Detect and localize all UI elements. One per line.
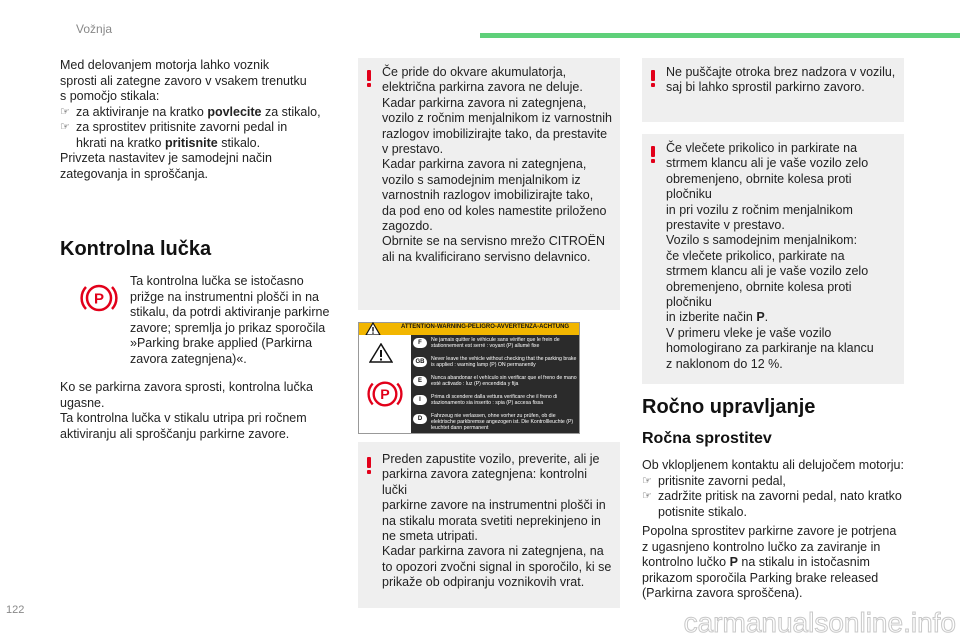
- text: pritisnite zavorni pedal,: [658, 473, 786, 488]
- warning-icon: [366, 70, 372, 87]
- manual-release-text: [642, 458, 912, 520]
- list-item: [60, 105, 350, 121]
- sticker-text: Prima di scendere dalla vettura verificare che il freno di stazionamento sia inserito : spia (P) accesa fissa: [431, 394, 558, 406]
- text-line: Privzeta nastavitev je samodejni način: [60, 151, 272, 165]
- list-item: [642, 474, 912, 490]
- sticker-row: [411, 337, 577, 356]
- sticker-text: Fahrzeug nie verlassen, ohne vorher zu prüfen, ob die elektrische parkbremse angezogen ist. Die Kontrollleuchte (P) leuchtet dann permanent: [431, 413, 574, 431]
- warning-triangle-icon: [369, 343, 393, 363]
- text-line: prižge na instrumentni plošči in na: [130, 289, 319, 304]
- bullet-icon: ☞: [642, 474, 652, 487]
- text-line: z ugasnjeno kontrolno lučko za zaviranje in: [642, 539, 881, 554]
- bold-text: P: [729, 555, 738, 569]
- list-item: [642, 489, 912, 520]
- sticker-text: Nunca abandonar el vehículo sin verificar que el freno de mano esté activado : luz (P) encendida y fija: [431, 375, 577, 387]
- release-description: [60, 380, 350, 442]
- text-line: Ko se parkirna zavora sprosti, kontrolna lučka: [60, 380, 313, 394]
- text-line: [666, 310, 896, 325]
- text-line: Če vlečete prikolico in parkirate na: [666, 141, 858, 155]
- parking-brake-icon: [78, 280, 120, 316]
- warning-icon: [650, 146, 656, 163]
- svg-text:carmanualsonline.info: carmanualsonline.info: [683, 607, 956, 638]
- language-badge: E: [413, 376, 427, 386]
- bullet-icon: ☞: [60, 121, 70, 133]
- text-line: saj bi lahko sprostil parkirno zavoro.: [666, 80, 865, 95]
- language-badge: F: [413, 338, 427, 348]
- text-line: prestavite v prestavo.: [666, 218, 785, 233]
- text: in izberite način: [666, 310, 757, 325]
- warning-box-leave-vehicle: [358, 442, 620, 608]
- text-line: prikazom sporočila Parking brake released: [642, 570, 879, 585]
- text-line: vozilo z ročnim menjalnikom iz varnostnih: [382, 111, 612, 126]
- text-line: v prestavo.: [382, 142, 444, 157]
- warning-icon: [650, 70, 656, 87]
- text-line: z naklonom do 12 %.: [666, 356, 783, 371]
- text: za sprostitev pritisnite zavorni pedal in: [76, 120, 288, 134]
- text-line: obremenjeno, obrnite kolesa proti pločniku: [666, 171, 852, 202]
- text-line: strmem klancu ali je vaše vozilo zelo: [666, 156, 869, 171]
- lamp-description: [130, 274, 350, 367]
- text-line: ne smeta utripati.: [382, 529, 478, 544]
- text: za aktiviranje na kratko: [76, 104, 208, 119]
- text-line: to opozori zvočni signal in sporočilo, ki se: [382, 559, 612, 574]
- text-line: varnostnih razlogov imobilizirajte tako,: [382, 188, 594, 203]
- heading-kontrolna-lucka: Kontrolna lučka: [60, 238, 212, 260]
- text: potisnite stikalo.: [658, 504, 747, 519]
- warning-box-battery: [358, 58, 620, 310]
- page-number: 122: [6, 604, 25, 616]
- svg-text:P: P: [380, 387, 390, 404]
- text-line: strmem klancu ali je vaše vozilo zelo: [666, 264, 869, 279]
- svg-text:P: P: [93, 290, 105, 308]
- text: stikalo.: [217, 135, 261, 150]
- bold-text: pritisnite: [164, 135, 218, 150]
- sticker-text: Ne jamais quitter le véhicule sans vérifier que le frein de stationnement est serré : voyant (P) allumé fixe: [431, 337, 560, 349]
- text-line: aktiviranju ali sproščanju parkirne zavore.: [60, 426, 290, 441]
- subheading-rocna-sprostitev: Ročna sprostitev: [642, 430, 772, 447]
- text: na stikalu in istočasnim: [737, 555, 870, 569]
- text-line: Ta kontrolna lučka se istočasno: [130, 274, 304, 288]
- text-line: zavore; spremlja jo prikaz sporočila: [130, 320, 326, 335]
- language-badge: D: [413, 414, 427, 424]
- sticker-title: ATTENTION-WARNING-PELIGRO-AVVERTENZA-ACHTUNG: [401, 324, 570, 330]
- text-line: sprosti ali zategne zavoro v vsakem trenutku: [60, 73, 307, 88]
- text: za stikalo,: [261, 104, 321, 119]
- text-line: s pomočjo stikala:: [60, 89, 160, 103]
- text-line: vozilo s samodejnim menjalnikom iz: [382, 172, 581, 187]
- text-line: obremenjeno, obrnite kolesa proti pločniku: [666, 279, 852, 310]
- text: kontrolno lučko: [642, 555, 730, 569]
- text-line: parkirne zavore na instrumentni plošči in: [382, 498, 606, 513]
- bold-text: P: [756, 310, 765, 325]
- text-line: razlogov imobilizirajte tako, da prestavite: [382, 126, 608, 141]
- text-line: Ne puščajte otroka brez nadzora v vozilu,: [666, 65, 896, 79]
- text-line: električna parkirna zavora ne deluje.: [382, 80, 583, 95]
- language-badge: GB: [413, 357, 427, 367]
- warning-sticker: [358, 322, 580, 434]
- text: hkrati na kratko: [76, 135, 165, 150]
- text-line: Kadar parkirna zavora ni zategnjena,: [382, 157, 587, 172]
- text-line: [642, 555, 912, 571]
- section-title: Vožnja: [76, 22, 113, 36]
- text-line: zavora zategnjena)«.: [130, 351, 247, 366]
- bold-text: povlecite: [207, 104, 262, 119]
- text-line: Če pride do okvare akumulatorja,: [382, 65, 567, 79]
- sticker-row: [411, 394, 577, 413]
- text-line: (Parkirna zavora sproščena).: [642, 586, 803, 600]
- text-line: na stikalu morata svetiti neprekinjeno in: [382, 513, 601, 528]
- text-line: stikalu, da potrdi aktiviranje parkirne: [130, 305, 330, 319]
- text-line: Kadar parkirna zavora ni zategnjena,: [382, 95, 587, 110]
- text: zadržite pritisk na zavorni pedal, nato kratko: [658, 489, 902, 503]
- parking-brake-icon: [365, 377, 405, 411]
- manual-release-result: [642, 524, 912, 602]
- text-line: parkirna zavora zategnjena: kontrolni lučki: [382, 467, 587, 497]
- language-badge: I: [413, 395, 427, 405]
- intro-text: [60, 58, 350, 182]
- text-line: homologirano za parkiranje na klancu: [666, 341, 874, 356]
- sticker-row: [411, 375, 577, 394]
- bullet-icon: ☞: [60, 105, 70, 118]
- text-line: če vlečete prikolico, parkirate na: [666, 248, 845, 263]
- list-item: [60, 120, 350, 151]
- text-line: da pod eno od koles namestite priloženo: [382, 203, 607, 218]
- bullet-icon: ☞: [642, 490, 652, 502]
- text-line: ugasne.: [60, 395, 105, 410]
- text-line: Preden zapustite vozilo, preverite, ali je: [382, 452, 600, 466]
- text-line: Vozilo s samodejnim menjalnikom:: [666, 233, 858, 248]
- sticker-row: [411, 356, 577, 375]
- text-line: in pri vozilu z ročnim menjalnikom: [666, 202, 853, 217]
- text: .: [764, 310, 769, 325]
- text-line: V primeru vleke je vaše vozilo: [666, 325, 832, 340]
- text-line: »Parking brake applied (Parkirna: [130, 336, 313, 350]
- warning-triangle-icon: [365, 322, 381, 336]
- text-line: prikaže ob odpiranju voznikovih vrat.: [382, 575, 585, 590]
- sticker-row: [411, 413, 577, 432]
- text-line: ali na kvalificirano servisno delavnico.: [382, 249, 591, 264]
- text-line: zategovanja in sproščanja.: [60, 166, 209, 181]
- header-accent-bar: [480, 33, 960, 38]
- sticker-text: Never leave the vehicle without checking that the parking brake is applied : warning lamp (P) ON permanently: [431, 356, 577, 368]
- warning-box-child: [642, 58, 904, 122]
- text-line: Popolna sprostitev parkirne zavore je potrjena: [642, 524, 897, 538]
- text-line: Ta kontrolna lučka v stikalu utripa pri ročnem: [60, 411, 307, 425]
- text-line: Ob vklopljenem kontaktu ali delujočem motorju:: [642, 458, 904, 472]
- text-line: Obrnite se na servisno mrežo CITROËN: [382, 234, 605, 249]
- text-line: Kadar parkirna zavora ni zategnjena, na: [382, 544, 604, 559]
- text-line: Med delovanjem motorja lahko voznik: [60, 58, 270, 72]
- watermark: [588, 606, 958, 638]
- text-line: zagozdo.: [382, 219, 433, 234]
- warning-icon: [366, 457, 372, 474]
- heading-rocno-upravljanje: Ročno upravljanje: [642, 396, 816, 418]
- warning-box-trailer: [642, 134, 904, 384]
